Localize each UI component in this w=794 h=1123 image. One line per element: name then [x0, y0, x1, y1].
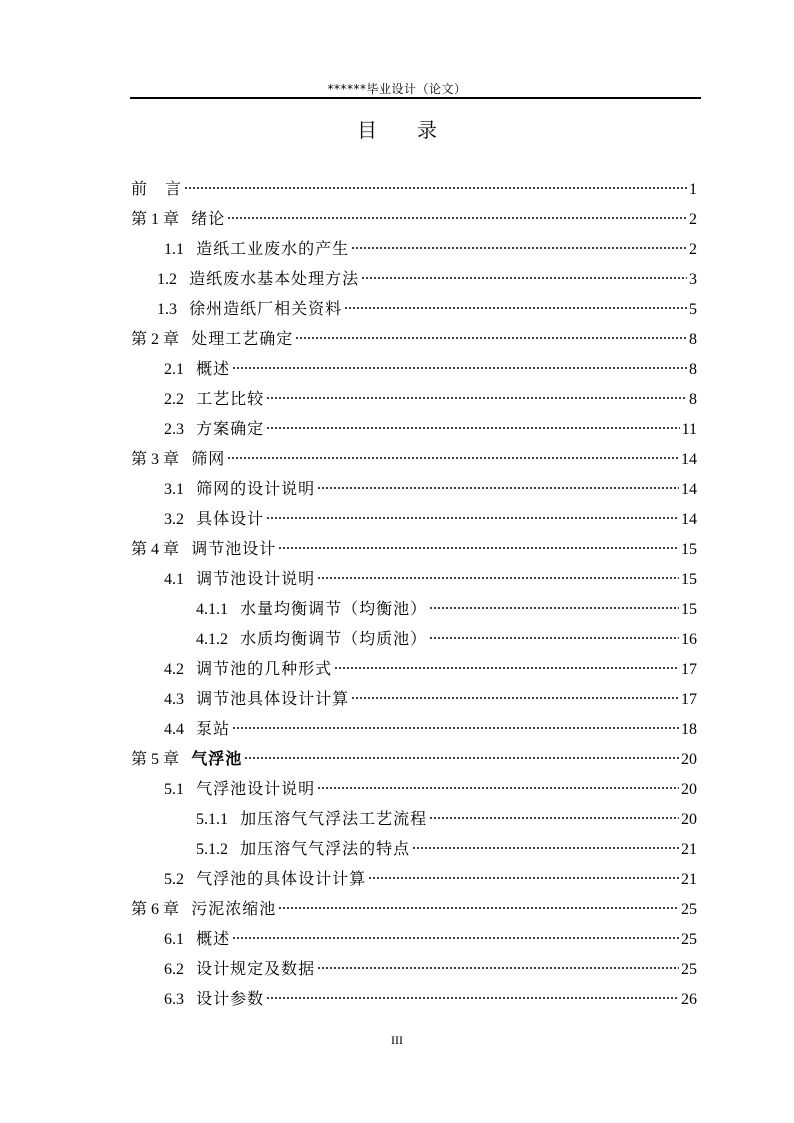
toc-entry-text	[196, 834, 410, 865]
toc-entry-number: 4.4	[164, 721, 184, 738]
toc-dot-leader	[351, 695, 679, 701]
toc-entry-title: 气浮池的具体设计计算	[196, 869, 367, 888]
toc-entry-number: 2.3	[164, 421, 184, 438]
toc-entry[interactable]	[164, 924, 697, 954]
toc-entry-title: 造纸工业废水的产生	[196, 239, 350, 258]
toc-entry-title: 加压溶气气浮法工艺流程	[240, 809, 428, 828]
toc-entry-title: 调节池的几种形式	[196, 659, 333, 678]
toc-entry-title: 调节池设计	[191, 539, 277, 558]
toc-entry-page-number: 21	[681, 841, 697, 858]
toc-dot-leader	[266, 995, 679, 1001]
toc-entry-page-number: 20	[681, 811, 697, 828]
toc-entry-page-number: 17	[681, 691, 697, 708]
toc-entry-title: 气浮池	[191, 749, 243, 768]
toc-entry[interactable]	[164, 234, 697, 264]
toc-entry-text	[131, 204, 225, 235]
toc-dot-leader	[429, 635, 679, 641]
toc-dot-leader	[244, 755, 679, 761]
toc-entry-page-number: 21	[681, 871, 697, 888]
toc-entry-title: 筛网的设计说明	[196, 479, 316, 498]
toc-dot-leader	[227, 215, 687, 221]
toc-entry-text	[164, 564, 315, 595]
toc-entry[interactable]	[164, 354, 697, 384]
toc-entry-title: 处理工艺确定	[191, 329, 294, 348]
toc-entry-page-number: 20	[681, 781, 697, 798]
toc-entry-text	[157, 264, 359, 295]
toc-entry-text	[131, 534, 276, 565]
toc-entry-title: 具体设计	[196, 509, 265, 528]
toc-entry-number: 1.3	[157, 301, 177, 318]
toc-entry-title: 水质均衡调节（均质池）	[240, 629, 428, 648]
toc-entry[interactable]	[157, 264, 697, 294]
toc-dot-leader	[334, 665, 679, 671]
toc-entry-text	[164, 714, 230, 745]
toc-entry-text	[164, 864, 366, 895]
toc-entry[interactable]	[164, 864, 697, 894]
toc-entry-page-number: 26	[681, 991, 697, 1008]
toc-dot-leader	[429, 815, 679, 821]
toc-dot-leader	[317, 785, 679, 791]
toc-entry-number: 3.2	[164, 511, 184, 528]
toc-entry-number: 4.1.1	[196, 601, 228, 618]
toc-entry[interactable]	[196, 594, 697, 624]
toc-entry-title: 污泥浓缩池	[191, 899, 277, 918]
toc-entry[interactable]	[164, 654, 697, 684]
toc-entry-text	[164, 474, 315, 505]
toc-entry-title: 概述	[196, 359, 231, 378]
toc-entry-text	[164, 384, 264, 415]
toc-dot-leader	[232, 365, 687, 371]
toc-entry-title: 造纸废水基本处理方法	[189, 269, 360, 288]
toc-entry[interactable]	[131, 324, 697, 354]
toc-entry-number: 5.2	[164, 871, 184, 888]
toc-entry[interactable]	[164, 384, 697, 414]
toc-dot-leader	[278, 905, 679, 911]
toc-title: 目 录	[357, 118, 447, 142]
toc-entry-page-number: 17	[681, 661, 697, 678]
toc-entry-page-number: 1	[689, 181, 697, 198]
toc-entry-text	[131, 324, 293, 355]
toc-entry-number: 1.1	[164, 241, 184, 258]
toc-entry-text	[164, 414, 264, 445]
toc-entry[interactable]	[157, 294, 697, 324]
toc-entry[interactable]	[164, 414, 697, 444]
toc-entry-page-number: 25	[681, 901, 697, 918]
toc-entry-title: 徐州造纸厂相关资料	[189, 299, 343, 318]
toc-entry-text	[164, 504, 264, 535]
toc-entry-text	[164, 654, 332, 685]
toc-entry[interactable]	[131, 204, 697, 234]
toc-entry-number: 4.2	[164, 661, 184, 678]
toc-entry-title: 方案确定	[196, 419, 265, 438]
toc-entry-number: 第 1 章	[131, 211, 180, 228]
toc-entry-title: 加压溶气气浮法的特点	[240, 839, 411, 858]
toc-entry[interactable]	[164, 504, 697, 534]
toc-entry-page-number: 14	[681, 451, 697, 468]
toc-entry-title: 调节池具体设计计算	[196, 689, 350, 708]
toc-entry-number: 6.2	[164, 961, 184, 978]
toc-entry-page-number: 16	[681, 631, 697, 648]
toc-entry-page-number: 25	[681, 931, 697, 948]
toc-entry[interactable]	[196, 624, 697, 654]
toc-entry-number: 5.1.1	[196, 811, 228, 828]
toc-entry-number: 4.3	[164, 691, 184, 708]
toc-entry-number: 第 6 章	[131, 901, 180, 918]
toc-entry-number: 4.1	[164, 571, 184, 588]
toc-entry-page-number: 14	[681, 481, 697, 498]
toc-dot-leader	[361, 275, 687, 281]
toc-dot-leader	[266, 395, 687, 401]
toc-entry-text	[164, 234, 349, 265]
toc-entry-text	[164, 354, 230, 385]
toc-entry-number: 4.1.2	[196, 631, 228, 648]
toc-entry-text	[157, 294, 342, 325]
header-rule	[130, 97, 701, 99]
toc-entry-page-number: 2	[689, 241, 697, 258]
toc-entry-title: 前 言	[131, 179, 183, 198]
toc-entry-number: 6.1	[164, 931, 184, 948]
toc-entry[interactable]	[164, 984, 697, 1014]
toc-entry[interactable]	[131, 744, 697, 774]
toc-entry-page-number: 25	[681, 961, 697, 978]
toc-entry[interactable]	[164, 474, 697, 504]
toc-entry-title: 设计规定及数据	[196, 959, 316, 978]
toc-entry[interactable]	[131, 894, 697, 924]
toc-dot-leader	[295, 335, 687, 341]
toc-entry-number: 5.1.2	[196, 841, 228, 858]
toc-dot-leader	[317, 575, 679, 581]
toc-entry-title: 气浮池设计说明	[196, 779, 316, 798]
toc-entry-title: 绪论	[191, 209, 226, 228]
toc-dot-leader	[429, 605, 679, 611]
toc-entry-text	[164, 954, 315, 985]
toc-entry-page-number: 20	[681, 751, 697, 768]
toc-entry-text	[131, 444, 225, 475]
toc-entry[interactable]	[164, 684, 697, 714]
toc-entry[interactable]	[196, 834, 697, 864]
toc-entry-title: 水量均衡调节（均衡池）	[240, 599, 428, 618]
toc-entry-page-number: 8	[689, 361, 697, 378]
toc-dot-leader	[232, 935, 679, 941]
toc-entry[interactable]	[164, 564, 697, 594]
toc-entry-number: 6.3	[164, 991, 184, 1008]
toc-entry[interactable]	[196, 804, 697, 834]
toc-entry-page-number: 5	[689, 301, 697, 318]
toc-entry-text	[196, 594, 427, 625]
toc-entry-number: 第 3 章	[131, 451, 180, 468]
toc-entry-text	[131, 744, 242, 775]
toc-dot-leader	[232, 725, 679, 731]
toc-entry-page-number: 14	[681, 511, 697, 528]
toc-entry[interactable]	[164, 714, 697, 744]
toc-entry-page-number: 18	[681, 721, 697, 738]
toc-dot-leader	[266, 425, 679, 431]
toc-entry-number: 2.2	[164, 391, 184, 408]
toc-entry-page-number: 8	[689, 391, 697, 408]
toc-entry-text	[164, 774, 315, 805]
toc-entry-page-number: 11	[681, 421, 697, 438]
toc-entry-text	[164, 684, 349, 715]
toc-entry-page-number: 3	[689, 271, 697, 288]
toc-entry-page-number: 2	[689, 211, 697, 228]
toc-entry-page-number: 15	[681, 601, 697, 618]
toc-entry-title: 筛网	[191, 449, 226, 468]
toc-dot-leader	[412, 845, 679, 851]
toc-dot-leader	[344, 305, 687, 311]
toc-entry-number: 3.1	[164, 481, 184, 498]
toc-entry-number: 5.1	[164, 781, 184, 798]
toc-entry-text	[164, 984, 264, 1015]
toc-entry-text	[131, 894, 276, 925]
toc-entry[interactable]	[131, 534, 697, 564]
toc-dot-leader	[266, 515, 679, 521]
toc-entry-text	[131, 174, 182, 204]
toc-entry-page-number: 15	[681, 541, 697, 558]
toc-entry[interactable]	[131, 444, 697, 474]
toc-entry[interactable]	[131, 174, 697, 204]
toc-entry-title: 工艺比较	[196, 389, 265, 408]
page-header-text: ******毕业设计（论文）	[327, 82, 467, 96]
toc-entry-title: 概述	[196, 929, 231, 948]
toc-entry-page-number: 8	[689, 331, 697, 348]
toc-dot-leader	[227, 455, 679, 461]
toc-entry-number: 第 4 章	[131, 541, 180, 558]
toc-dot-leader	[317, 965, 679, 971]
toc-entry-page-number: 15	[681, 571, 697, 588]
toc-dot-leader	[184, 185, 687, 191]
toc-dot-leader	[317, 485, 679, 491]
footer-page-number: III	[391, 1033, 403, 1047]
toc-entry-title: 设计参数	[196, 989, 265, 1008]
toc-entry-text	[164, 924, 230, 955]
toc-entry[interactable]	[164, 774, 697, 804]
toc-entry-number: 1.2	[157, 271, 177, 288]
toc-entry-text	[196, 624, 427, 655]
toc-dot-leader	[351, 245, 687, 251]
toc-dot-leader	[368, 875, 679, 881]
toc-entry-text	[196, 804, 427, 835]
toc-entry-number: 第 2 章	[131, 331, 180, 348]
toc-dot-leader	[278, 545, 679, 551]
toc-entry-number: 2.1	[164, 361, 184, 378]
toc-entry-title: 调节池设计说明	[196, 569, 316, 588]
toc-entry-number: 第 5 章	[131, 751, 180, 768]
toc-entry-title: 泵站	[196, 719, 231, 738]
toc-entry[interactable]	[164, 954, 697, 984]
